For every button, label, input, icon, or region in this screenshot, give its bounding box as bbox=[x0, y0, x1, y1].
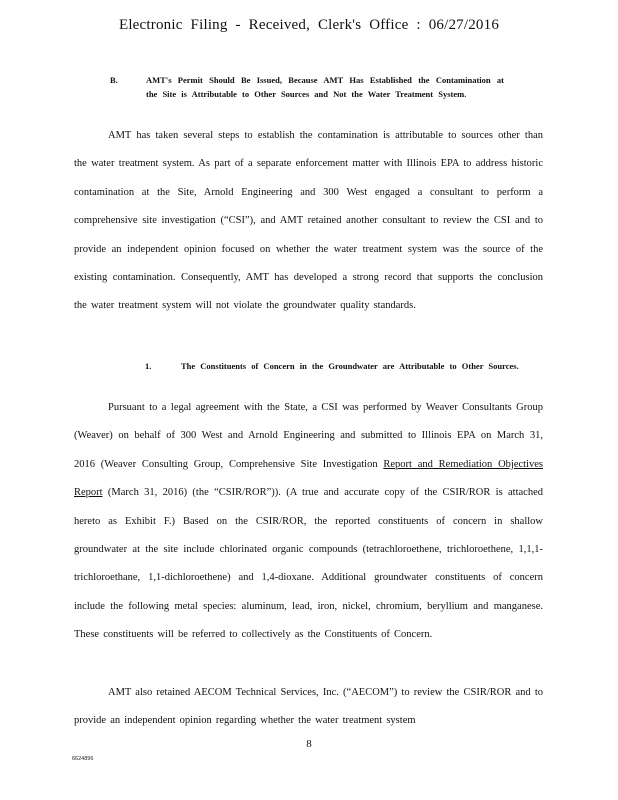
subsection-title: The Constituents of Concern in the Groundwater are Attributable to Other Sources. bbox=[181, 361, 519, 371]
subsection-heading-1 bbox=[145, 359, 540, 389]
body-paragraph bbox=[74, 394, 543, 650]
underlined-report-title: Report and Remediation Objectives Report bbox=[74, 458, 543, 499]
subsection-number: 1. bbox=[145, 361, 152, 371]
body-paragraph: AMT also retained AECOM Technical Services, Inc. (“AECOM”) to review the CSIR/ROR and to provide an independent opinion regarding whether the water treatment system bbox=[74, 687, 543, 727]
document-id: 6624896 bbox=[72, 756, 94, 762]
page-number: 8 bbox=[306, 738, 312, 750]
paragraph-text: (March 31, 2016) (the “CSIR/ROR”)). (A true and accurate copy of the CSIR/ROR is attached hereto as Exhibit F.) Based on the CSIR/ROR, the reported constituents of concern in shallow groundwater at the site include chlorinated organic compounds (tetrachloroethene, trichloroethene, 1,1,1-trichloroethane, 1,1-dichloroethene) and 1,4-dioxane. Additional groundwater constituents of concern include the following metal species: aluminum, lead, iron, nickel, chromium, beryllium and manganese. These constituents will be referred to collectively as the Constituents of Concern. bbox=[74, 487, 543, 641]
filing-stamp: Electronic Filing - Received, Clerk's Office : 06/27/2016 bbox=[118, 17, 500, 33]
body-paragraph: AMT has taken several steps to establish the contamination is attributable to sources other than the water treatment system. As part of a separate enforcement matter with Illinois EPA to address historic contamination at the Site, Arnold Engineering and 300 West engaged a consultant to perform a comprehensive site investigation (“CSI”), and AMT retained another consultant to review the CSI and to provide an independent opinion focused on whether the water treatment system was the source of the existing contamination. Consequently, AMT has developed a strong record that supports the conclusion the water treatment system will not violate the groundwater quality standards. bbox=[74, 130, 543, 312]
section-number: B. bbox=[110, 75, 118, 85]
paragraph-text: Pursuant to a legal agreement with the State, a CSI was performed by Weaver Consultants Group (Weaver) on behalf of 300 West and Arnold Engineering and submitted to Illinois EPA on March 31, 2016 (Weaver Consulting Group, Comprehensive Site Investigation bbox=[74, 402, 543, 470]
section-title: AMT's Permit Should Be Issued, Because AMT Has Established the Contamination at the Site is Attributable to Other Sources and Not the Water Treatment System. bbox=[146, 75, 504, 99]
section-heading-b bbox=[110, 73, 510, 117]
